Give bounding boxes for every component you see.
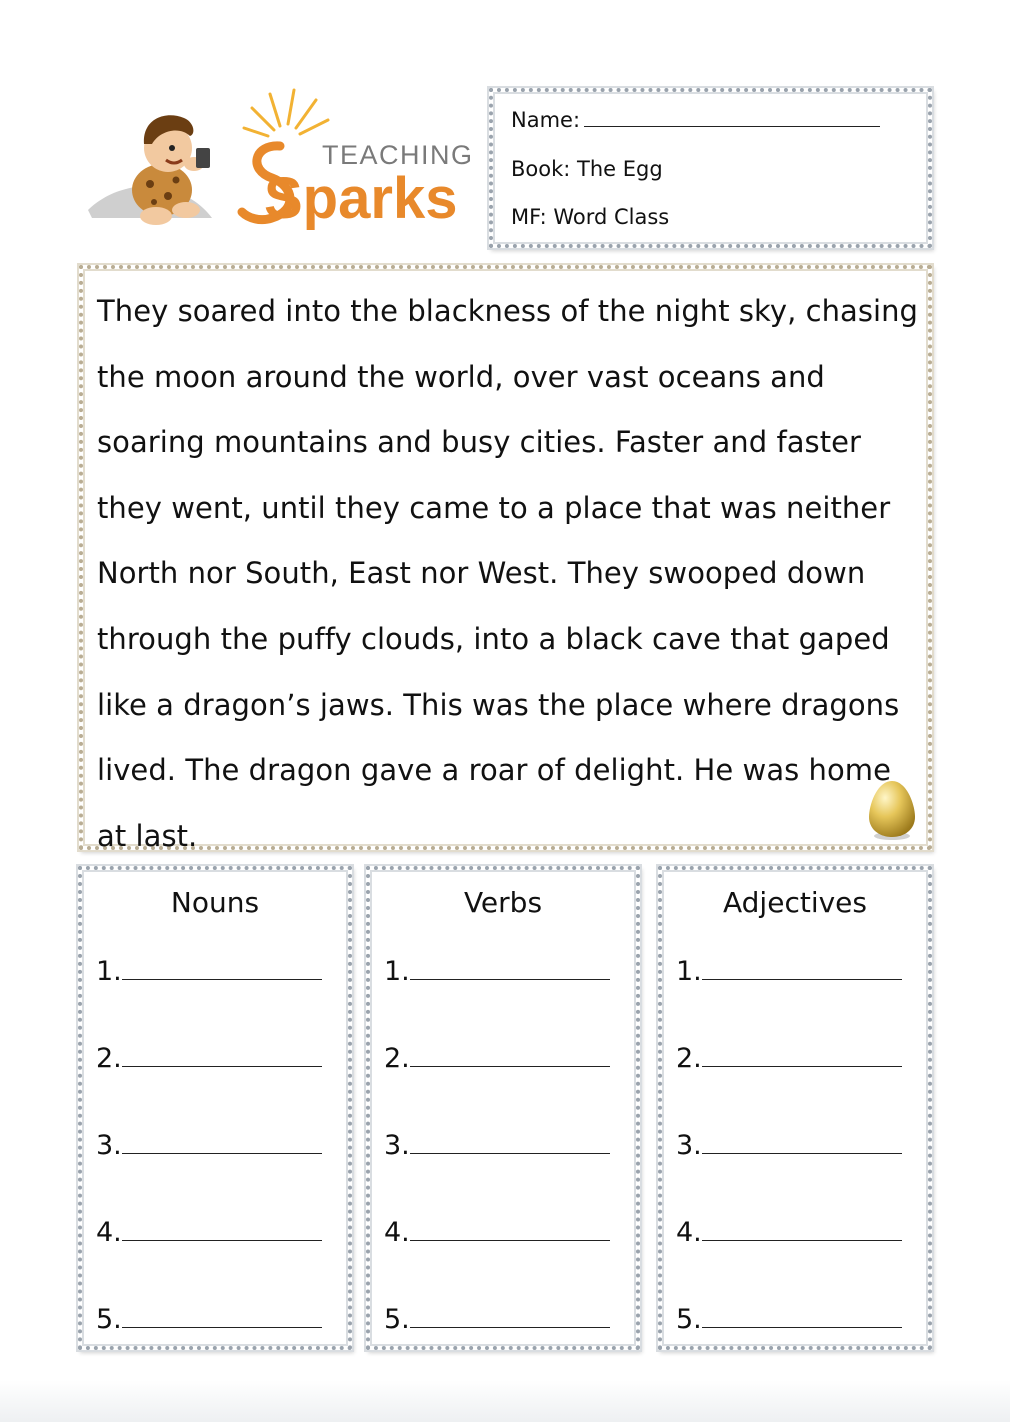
answer-blank[interactable] xyxy=(122,960,322,980)
passage-line: soaring mountains and busy cities. Faster and faster xyxy=(97,425,861,460)
column-title: Verbs xyxy=(463,886,543,919)
row-number: 1. xyxy=(384,956,410,987)
answer-row[interactable] xyxy=(384,1130,610,1161)
row-number: 3. xyxy=(676,1130,702,1161)
row-number: 5. xyxy=(676,1304,702,1335)
row-number: 3. xyxy=(96,1130,122,1161)
answer-row[interactable] xyxy=(384,1043,610,1074)
answer-row[interactable] xyxy=(676,1217,902,1248)
answer-blank[interactable] xyxy=(702,1134,902,1154)
column-title: Nouns xyxy=(170,886,260,919)
book-title: Book: The Egg xyxy=(511,157,663,181)
name-field[interactable] xyxy=(511,108,880,132)
svg-text:TEACHING: TEACHING xyxy=(322,140,474,170)
answer-blank[interactable] xyxy=(122,1134,322,1154)
row-number: 5. xyxy=(384,1304,410,1335)
row-number: 2. xyxy=(676,1043,702,1074)
answer-row[interactable] xyxy=(96,1130,322,1161)
answer-row[interactable] xyxy=(676,956,902,987)
passage-line: they went, until they came to a place that was neither xyxy=(97,490,891,525)
column-title: Adjectives xyxy=(723,886,867,919)
verbs-column xyxy=(366,866,640,1350)
name-label: Name: xyxy=(511,108,581,132)
svg-text:Sparks: Sparks xyxy=(264,166,458,231)
golden-egg-icon xyxy=(867,779,917,841)
row-number: 1. xyxy=(96,956,122,987)
nouns-column xyxy=(78,866,352,1350)
answer-row[interactable] xyxy=(384,1304,610,1335)
student-info-box xyxy=(489,88,932,248)
passage-line: North nor South, East nor West. They swooped down xyxy=(97,556,866,591)
answer-row[interactable] xyxy=(676,1043,902,1074)
answer-row[interactable] xyxy=(676,1304,902,1335)
answer-blank[interactable] xyxy=(122,1308,322,1328)
answer-blank[interactable] xyxy=(702,1221,902,1241)
passage-line: They soared into the blackness of the night sky, chasing xyxy=(97,294,919,328)
answer-row[interactable] xyxy=(384,956,610,987)
reading-passage-box xyxy=(79,265,932,853)
answer-row[interactable] xyxy=(96,956,322,987)
passage-line: lived. The dragon gave a roar of delight. He was home xyxy=(97,753,891,788)
row-number: 5. xyxy=(96,1304,122,1335)
answer-blank[interactable] xyxy=(410,1047,610,1067)
answer-blank[interactable] xyxy=(702,1047,902,1067)
answer-row[interactable] xyxy=(96,1043,322,1074)
answer-blank[interactable] xyxy=(122,1047,322,1067)
row-number: 4. xyxy=(676,1217,702,1248)
page-bottom-shade xyxy=(0,1380,1010,1422)
answer-blank[interactable] xyxy=(702,1308,902,1328)
row-number: 2. xyxy=(384,1043,410,1074)
passage-line: through the puffy clouds, into a black cave that gaped xyxy=(97,621,890,656)
passage-line: like a dragon’s jaws. This was the place where dragons xyxy=(97,687,900,722)
answer-blank[interactable] xyxy=(410,1134,610,1154)
answer-blank[interactable] xyxy=(702,960,902,980)
teaching-sparks-logo xyxy=(84,86,480,246)
passage-line: at last. xyxy=(97,818,198,853)
row-number: 4. xyxy=(384,1217,410,1248)
answer-blank[interactable] xyxy=(410,1308,610,1328)
answer-blank[interactable] xyxy=(122,1221,322,1241)
reading-passage xyxy=(97,279,927,869)
answer-row[interactable] xyxy=(676,1130,902,1161)
row-number: 4. xyxy=(96,1217,122,1248)
mf-topic: MF: Word Class xyxy=(511,205,670,229)
answer-row[interactable] xyxy=(96,1217,322,1248)
adjectives-column xyxy=(658,866,932,1350)
row-number: 1. xyxy=(676,956,702,987)
answer-blank[interactable] xyxy=(410,960,610,980)
answer-blank[interactable] xyxy=(410,1221,610,1241)
answer-row[interactable] xyxy=(384,1217,610,1248)
passage-line: the moon around the world, over vast oceans and xyxy=(97,359,825,394)
name-blank-line[interactable] xyxy=(584,109,880,127)
row-number: 3. xyxy=(384,1130,410,1161)
row-number: 2. xyxy=(96,1043,122,1074)
answer-row[interactable] xyxy=(96,1304,322,1335)
